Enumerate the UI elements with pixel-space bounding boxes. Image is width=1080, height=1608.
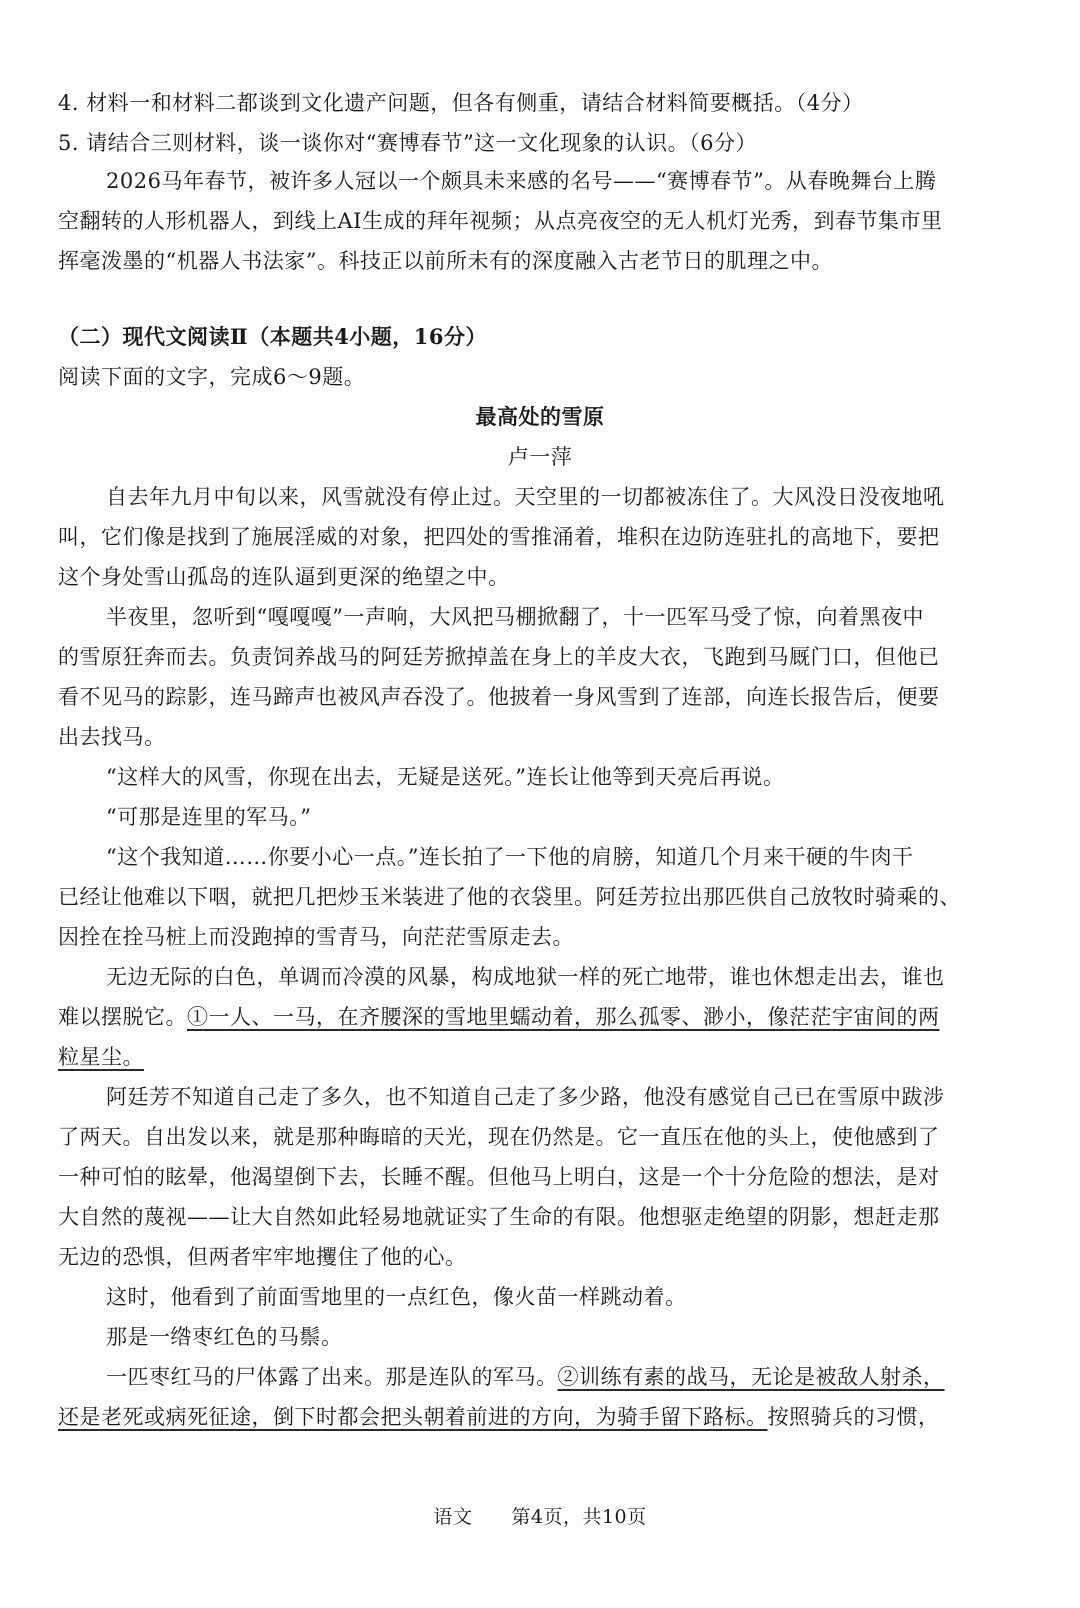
- paragraph-line: 已经让他难以下咽，就把几把炒玉米装进了他的衣袋里。阿廷芳拉出那匹供自己放牧时骑乘的、: [58, 885, 961, 909]
- material-line: 空翻转的人形机器人，到线上AI生成的拜年视频；从点亮夜空的无人机灯光秀，到春节集市里: [58, 209, 943, 233]
- paragraph-line: “这个我知道……你要小心一点。”连长拍了一下他的肩膀，知道几个月来干硬的牛肉干: [106, 845, 914, 869]
- paragraph-text: 按照骑兵的习惯，: [767, 1405, 940, 1429]
- question-4: 4. 材料一和材料二都谈到文化遗产问题，但各有侧重，请结合材料简要概括。（4分）: [58, 91, 864, 115]
- paragraph-line: 一种可怕的眩晕，他渴望倒下去，长睡不醒。但他马上明白，这是一个十分危险的想法，是对: [58, 1165, 940, 1189]
- paragraph-line: 看不见马的踪影，连马蹄声也被风声吞没了。他披着一身风雪到了连部，向连长报告后，便要: [58, 685, 940, 709]
- paragraph-line: 这个身处雪山孤岛的连队逼到更深的绝望之中。: [58, 565, 510, 589]
- section-instruction: 阅读下面的文字，完成6～9题。: [58, 365, 366, 389]
- paragraph-line: [58, 1038, 1018, 1076]
- paragraph-line: 出去找马。: [58, 725, 166, 749]
- page-footer: 语文 第4页，共10页: [433, 1506, 647, 1528]
- paragraph-text: 难以摆脱它。: [58, 1005, 187, 1029]
- article-author: 卢一萍: [507, 445, 573, 469]
- article-title: 最高处的雪原: [475, 404, 605, 429]
- dialogue-line: “这样大的风雪，你现在出去，无疑是送死。”连长让他等到天亮后再说。: [106, 765, 785, 789]
- underlined-sentence-2: ②训练有素的战马，无论是被敌人射杀，: [557, 1365, 945, 1389]
- paragraph-line: 阿廷芳不知道自己走了多久，也不知道自己走了多少路，他没有感觉自己已在雪原中跋涉: [106, 1085, 945, 1109]
- paragraph-line: 这时，他看到了前面雪地里的一点红色，像火苗一样跳动着。: [106, 1285, 687, 1309]
- underlined-sentence-1-end: 粒星尘。: [58, 1045, 144, 1069]
- paragraph-text: 一匹枣红马的尸体露了出来。那是连队的军马。: [106, 1365, 558, 1389]
- section-heading: （二）现代文阅读Ⅱ（本题共4小题，16分）: [58, 324, 488, 349]
- paragraph-line: 的雪原狂奔而去。负责饲养战马的阿廷芳掀掉盖在身上的羊皮大衣，飞跑到马厩门口，但他已: [58, 645, 940, 669]
- paragraph-line: 叫，它们像是找到了施展淫威的对象，把四处的雪推涌着，堆积在边防连驻扎的高地下，要把: [58, 525, 940, 549]
- dialogue-line: “可那是连里的军马。”: [106, 805, 312, 829]
- paragraph-line: 自去年九月中旬以来，风雪就没有停止过。天空里的一切都被冻住了。大风没日没夜地吼: [106, 485, 945, 509]
- paragraph-line: [106, 1358, 1018, 1396]
- paragraph-line: 无边无际的白色，单调而冷漠的风暴，构成地狱一样的死亡地带，谁也休想走出去，谁也: [106, 965, 945, 989]
- paragraph-line: 了两天。自出发以来，就是那种晦暗的天光，现在仍然是。它一直压在他的头上，使他感到了: [58, 1125, 940, 1149]
- paragraph-line: [58, 1398, 1018, 1436]
- paragraph-line: 无边的恐惧，但两者牢牢地攫住了他的心。: [58, 1245, 467, 1269]
- underlined-sentence-2-end: 还是老死或病死征途，倒下时都会把头朝着前进的方向，为骑手留下路标。: [58, 1405, 768, 1429]
- paragraph-line: 大自然的蔑视——让大自然如此轻易地就证实了生命的有限。他想驱走绝望的阴影，想赶走那: [58, 1205, 940, 1229]
- paragraph-line: [58, 998, 1018, 1036]
- material-line: 2026马年春节，被许多人冠以一个颇具未来感的名号——“赛博春节”。从春晚舞台上腾: [106, 169, 937, 193]
- paragraph-line: 因拴在拴马桩上而没跑掉的雪青马，向茫茫雪原走去。: [58, 925, 574, 949]
- material-line: 挥毫泼墨的“机器人书法家”。科技正以前所未有的深度融入古老节日的肌理之中。: [58, 249, 833, 273]
- underlined-sentence-1: ①一人、一马，在齐腰深的雪地里蠕动着，那么孤零、渺小，像茫茫宇宙间的两: [187, 1005, 940, 1029]
- paragraph-line: 那是一绺枣红色的马鬃。: [106, 1325, 343, 1349]
- question-5: 5. 请结合三则材料，谈一谈你对“赛博春节”这一文化现象的认识。（6分）: [58, 131, 758, 155]
- paragraph-line: 半夜里，忽听到“嘎嘎嘎”一声响，大风把马棚掀翻了，十一匹军马受了惊，向着黑夜中: [106, 605, 924, 629]
